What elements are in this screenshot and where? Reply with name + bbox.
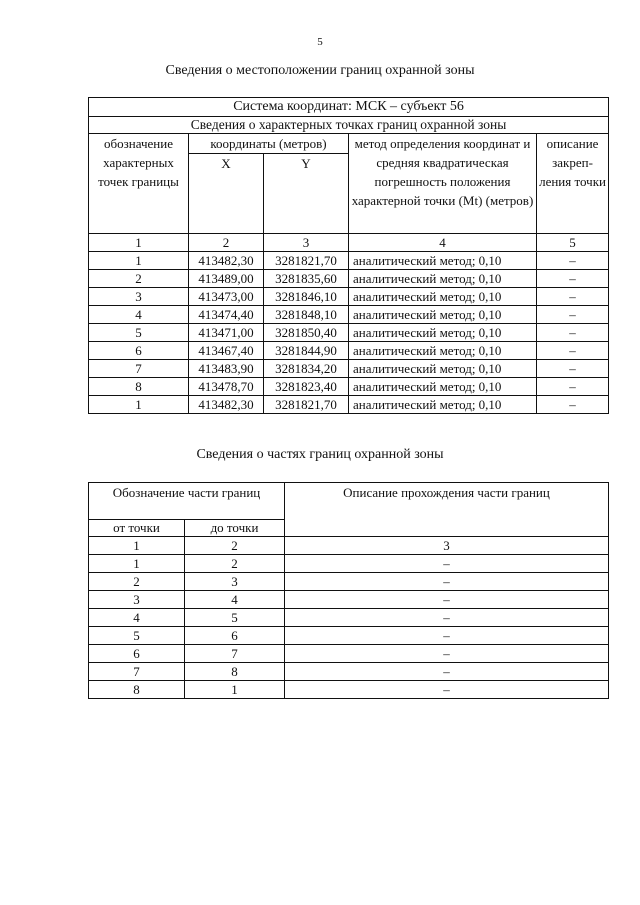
table-row: [89, 645, 609, 663]
y-coord-cell: 3281844,90: [264, 342, 349, 360]
x-coord-cell: 413478,70: [189, 378, 264, 396]
x-coord-cell: 413474,40: [189, 306, 264, 324]
y-coord-cell: 3281835,60: [264, 270, 349, 288]
table-row: [89, 324, 609, 342]
header-method: метод определения координат и средняя квадратическая погрешность положения характерной точки (Mt) (метров): [349, 134, 537, 234]
y-coord-cell: 3281850,40: [264, 324, 349, 342]
method-cell: аналитический метод; 0,10: [349, 378, 537, 396]
fixation-desc-cell: –: [537, 288, 609, 306]
from-point-cell: 4: [89, 609, 185, 627]
point-cell: 7: [89, 360, 189, 378]
to-point-cell: 6: [185, 627, 285, 645]
table-row: [89, 288, 609, 306]
point-cell: 4: [89, 306, 189, 324]
fixation-desc-cell: –: [537, 360, 609, 378]
header-x: X: [189, 154, 264, 234]
table-row: [89, 681, 609, 699]
column-number: 1: [89, 537, 185, 555]
y-coord-cell: 3281821,70: [264, 252, 349, 270]
to-point-cell: 2: [185, 555, 285, 573]
x-coord-cell: 413489,00: [189, 270, 264, 288]
column-number: 4: [349, 234, 537, 252]
to-point-cell: 5: [185, 609, 285, 627]
table-subtitle: Сведения о характерных точках границ охранной зоны: [89, 117, 609, 134]
part-desc-cell: –: [285, 627, 609, 645]
method-cell: аналитический метод; 0,10: [349, 288, 537, 306]
to-point-cell: 8: [185, 663, 285, 681]
to-point-cell: 3: [185, 573, 285, 591]
fixation-desc-cell: –: [537, 270, 609, 288]
y-coord-cell: 3281821,70: [264, 396, 349, 414]
x-coord-cell: 413482,30: [189, 396, 264, 414]
point-cell: 1: [89, 252, 189, 270]
from-point-cell: 5: [89, 627, 185, 645]
method-cell: аналитический метод; 0,10: [349, 396, 537, 414]
from-point-cell: 6: [89, 645, 185, 663]
fixation-desc-cell: –: [537, 396, 609, 414]
table-row: [89, 306, 609, 324]
header-desc: описание закреп-ления точки: [537, 134, 609, 234]
part-desc-cell: –: [285, 681, 609, 699]
table-row: [89, 609, 609, 627]
from-point-cell: 1: [89, 555, 185, 573]
header-y: Y: [264, 154, 349, 234]
part-desc-cell: –: [285, 609, 609, 627]
boundary-parts-table: [88, 482, 609, 699]
x-coord-cell: 413473,00: [189, 288, 264, 306]
point-cell: 8: [89, 378, 189, 396]
method-cell: аналитический метод; 0,10: [349, 342, 537, 360]
y-coord-cell: 3281848,10: [264, 306, 349, 324]
column-number: 2: [189, 234, 264, 252]
point-cell: 5: [89, 324, 189, 342]
y-coord-cell: 3281823,40: [264, 378, 349, 396]
from-point-cell: 3: [89, 591, 185, 609]
point-cell: 6: [89, 342, 189, 360]
from-point-cell: 7: [89, 663, 185, 681]
table-row: [89, 378, 609, 396]
table-row: [89, 573, 609, 591]
section-title-parts: Сведения о частях границ охранной зоны: [196, 447, 444, 462]
part-desc-cell: –: [285, 573, 609, 591]
table-row: [89, 252, 609, 270]
fixation-desc-cell: –: [537, 378, 609, 396]
point-cell: 3: [89, 288, 189, 306]
y-coord-cell: 3281834,20: [264, 360, 349, 378]
table-row: [89, 396, 609, 414]
point-cell: 2: [89, 270, 189, 288]
to-point-cell: 4: [185, 591, 285, 609]
header-part-desc: Описание прохождения части границ: [285, 483, 609, 537]
fixation-desc-cell: –: [537, 324, 609, 342]
fixation-desc-cell: –: [537, 252, 609, 270]
part-desc-cell: –: [285, 555, 609, 573]
table-row: [89, 627, 609, 645]
to-point-cell: 1: [185, 681, 285, 699]
point-cell: 1: [89, 396, 189, 414]
fixation-desc-cell: –: [537, 306, 609, 324]
to-point-cell: 7: [185, 645, 285, 663]
method-cell: аналитический метод; 0,10: [349, 306, 537, 324]
section-title-boundaries: Сведения о местоположении границ охранной зоны: [165, 63, 475, 78]
table-row: [89, 663, 609, 681]
column-number: 5: [537, 234, 609, 252]
boundary-points-table: [88, 97, 609, 414]
coord-system-label: Система координат: МСК – субъект 56: [89, 98, 609, 117]
from-point-cell: 8: [89, 681, 185, 699]
column-number: 2: [185, 537, 285, 555]
column-number: 1: [89, 234, 189, 252]
header-part: Обозначение части границ: [89, 483, 285, 520]
method-cell: аналитический метод; 0,10: [349, 360, 537, 378]
header-to: до точки: [185, 520, 285, 537]
table-row: [89, 591, 609, 609]
header-from: от точки: [89, 520, 185, 537]
part-desc-cell: –: [285, 591, 609, 609]
x-coord-cell: 413482,30: [189, 252, 264, 270]
table-row: [89, 360, 609, 378]
table-row: [89, 270, 609, 288]
table-row: [89, 555, 609, 573]
header-coords: координаты (метров): [189, 134, 349, 154]
method-cell: аналитический метод; 0,10: [349, 270, 537, 288]
header-point: обозначение характерных точек границы: [89, 134, 189, 234]
part-desc-cell: –: [285, 645, 609, 663]
column-number: 3: [285, 537, 609, 555]
x-coord-cell: 413483,90: [189, 360, 264, 378]
fixation-desc-cell: –: [537, 342, 609, 360]
y-coord-cell: 3281846,10: [264, 288, 349, 306]
column-number: 3: [264, 234, 349, 252]
from-point-cell: 2: [89, 573, 185, 591]
page-number: 5: [317, 36, 323, 48]
method-cell: аналитический метод; 0,10: [349, 324, 537, 342]
x-coord-cell: 413471,00: [189, 324, 264, 342]
method-cell: аналитический метод; 0,10: [349, 252, 537, 270]
part-desc-cell: –: [285, 663, 609, 681]
table-row: [89, 342, 609, 360]
x-coord-cell: 413467,40: [189, 342, 264, 360]
